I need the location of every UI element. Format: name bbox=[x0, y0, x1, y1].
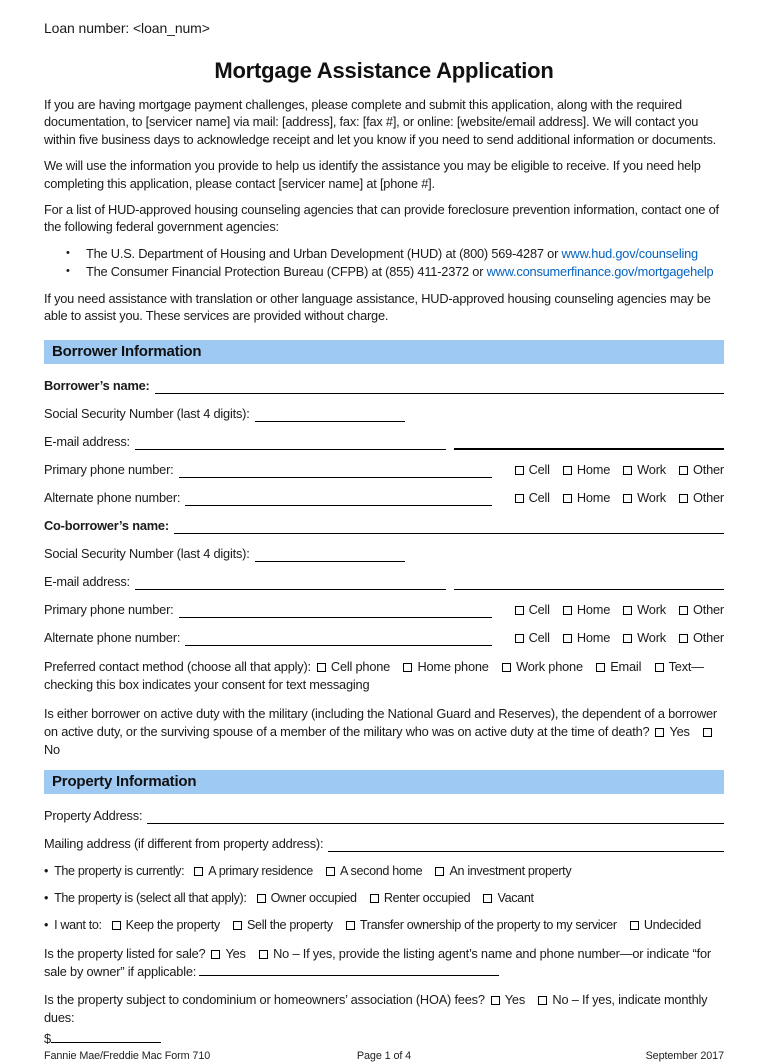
checkbox-option bbox=[655, 724, 689, 739]
checkbox-label: No bbox=[44, 741, 60, 757]
checkbox-label: Transfer ownership of the property to my servicer bbox=[359, 917, 617, 932]
checkbox-option bbox=[435, 864, 571, 878]
checkbox-icon[interactable] bbox=[233, 921, 242, 930]
ssn-label: Social Security Number (last 4 digits): bbox=[44, 406, 250, 422]
checkbox-option bbox=[563, 490, 610, 506]
section-header-borrower-information: Borrower Information bbox=[44, 340, 724, 364]
checkbox-icon[interactable] bbox=[655, 663, 664, 672]
checkbox-icon[interactable] bbox=[257, 894, 266, 903]
checkbox-icon[interactable] bbox=[502, 663, 511, 672]
checkbox-label: Cell bbox=[528, 602, 550, 618]
property-address-row bbox=[44, 808, 724, 824]
checkbox-option bbox=[346, 918, 617, 932]
checkbox-label: Home phone bbox=[417, 659, 489, 675]
preferred-contact-method-question bbox=[44, 658, 724, 694]
alternate-phone-label: Alternate phone number: bbox=[44, 490, 181, 506]
checkbox-option bbox=[679, 630, 724, 646]
listed-for-sale-question bbox=[44, 945, 724, 981]
mailing-address-row bbox=[44, 836, 724, 852]
cfpb-mortgagehelp-link[interactable]: www.consumerfinance.gov/mortgagehelp bbox=[486, 263, 714, 279]
checkbox-label: Home bbox=[576, 602, 611, 618]
page-title: Mortgage Assistance Application bbox=[214, 58, 554, 83]
checkbox-icon[interactable] bbox=[563, 634, 572, 643]
checkbox-label: Work phone bbox=[516, 659, 583, 675]
coborrower-primary-phone-row bbox=[44, 602, 724, 618]
coborrower-primary-phone-input-line[interactable] bbox=[179, 605, 492, 618]
coborrower-name-row bbox=[44, 518, 724, 534]
page-footer bbox=[44, 1050, 724, 1062]
checkbox-icon[interactable] bbox=[538, 996, 547, 1005]
checkbox-option bbox=[679, 490, 724, 506]
active-duty-question bbox=[44, 705, 724, 759]
checkbox-label: Email bbox=[610, 659, 642, 675]
borrower-name-input-line[interactable] bbox=[155, 381, 724, 394]
borrower-primary-phone-row bbox=[44, 462, 724, 478]
primary-phone-label: Primary phone number: bbox=[44, 602, 174, 618]
currency-symbol: $ bbox=[44, 1031, 51, 1047]
borrower-name-row bbox=[44, 378, 724, 394]
list-item bbox=[66, 245, 724, 263]
checkbox-option bbox=[491, 992, 525, 1007]
checkbox-icon[interactable] bbox=[317, 663, 326, 672]
borrower-ssn-row bbox=[44, 406, 724, 422]
checkbox-icon[interactable] bbox=[630, 921, 639, 930]
agency-text: The U.S. Department of Housing and Urban Development (HUD) at (800) 569-4287 or bbox=[86, 245, 562, 261]
checkbox-option bbox=[194, 864, 313, 878]
checkbox-icon[interactable] bbox=[703, 728, 712, 737]
checkbox-option bbox=[326, 864, 422, 878]
primary-phone-label: Primary phone number: bbox=[44, 462, 174, 478]
i-want-to-row bbox=[44, 918, 724, 932]
agency-text: The Consumer Financial Protection Bureau (CFPB) at (855) 411-2372 or bbox=[86, 263, 487, 279]
checkbox-icon[interactable] bbox=[679, 494, 688, 503]
checkbox-icon[interactable] bbox=[194, 867, 203, 876]
footer-date: September 2017 bbox=[645, 1050, 724, 1062]
checkbox-label: Work bbox=[637, 602, 666, 618]
checkbox-label: Work bbox=[637, 462, 666, 478]
checkbox-icon[interactable] bbox=[346, 921, 355, 930]
checkbox-label: Sell the property bbox=[247, 917, 333, 932]
checkbox-label: No bbox=[552, 992, 569, 1008]
borrower-alternate-phone-row bbox=[44, 490, 724, 506]
checkbox-option bbox=[596, 659, 641, 674]
checkbox-option bbox=[515, 630, 550, 646]
active-duty-question-text: Is either borrower on active duty with the military (including the National Guard and Reserves), the dependent of a borrower on active duty, or the surviving spouse of a member of the military who was on active duty at the time of death? bbox=[44, 705, 717, 739]
borrower-name-label: Borrower’s name: bbox=[44, 378, 150, 394]
checkbox-icon[interactable] bbox=[655, 728, 664, 737]
bullet-icon: • bbox=[44, 890, 49, 905]
coborrower-name-input-line[interactable] bbox=[174, 521, 724, 534]
checkbox-label: Other bbox=[692, 602, 724, 618]
borrower-primary-phone-input-line[interactable] bbox=[179, 465, 492, 478]
property-occupancy-label: The property is (select all that apply): bbox=[54, 890, 247, 905]
checkbox-icon[interactable] bbox=[112, 921, 121, 930]
preferred-contact-label: Preferred contact method (choose all that apply): bbox=[44, 659, 311, 675]
checkbox-icon[interactable] bbox=[483, 894, 492, 903]
checkbox-icon[interactable] bbox=[679, 466, 688, 475]
checkbox-option bbox=[515, 490, 550, 506]
borrower-email-input-line-2[interactable] bbox=[454, 437, 724, 450]
checkbox-option bbox=[563, 630, 610, 646]
checkbox-icon[interactable] bbox=[211, 950, 220, 959]
coborrower-email-input-line-2[interactable] bbox=[454, 577, 724, 590]
phone-type-checkbox-group bbox=[502, 630, 724, 646]
hoa-question bbox=[44, 991, 724, 1027]
checkbox-label: Yes bbox=[225, 945, 246, 961]
checkbox-option bbox=[563, 462, 610, 478]
checkbox-icon[interactable] bbox=[563, 494, 572, 503]
checkbox-icon[interactable] bbox=[623, 494, 632, 503]
checkbox-icon[interactable] bbox=[679, 634, 688, 643]
agency-list bbox=[66, 245, 724, 281]
checkbox-icon[interactable] bbox=[515, 634, 524, 643]
coborrower-email-input-line[interactable] bbox=[135, 577, 446, 590]
checkbox-icon[interactable] bbox=[679, 606, 688, 615]
checkbox-label: Renter occupied bbox=[383, 890, 471, 905]
hoa-question-text: Is the property subject to condominium or homeowners’ association (HOA) fees? bbox=[44, 992, 485, 1008]
checkbox-icon[interactable] bbox=[370, 894, 379, 903]
property-currently-label: The property is currently: bbox=[54, 863, 185, 878]
property-address-input-line[interactable] bbox=[147, 811, 724, 824]
mailing-address-label: Mailing address (if different from property address): bbox=[44, 835, 324, 851]
bullet-icon: • bbox=[66, 246, 70, 259]
checkbox-label: Other bbox=[692, 462, 724, 478]
checkbox-icon[interactable] bbox=[435, 867, 444, 876]
checkbox-icon[interactable] bbox=[563, 466, 572, 475]
checkbox-label: Other bbox=[692, 490, 724, 506]
listed-question-text: Is the property listed for sale? bbox=[44, 945, 206, 961]
checkbox-option bbox=[483, 891, 533, 905]
checkbox-option bbox=[623, 462, 666, 478]
checkbox-label: An investment property bbox=[449, 863, 572, 878]
email-label: E-mail address: bbox=[44, 574, 130, 590]
property-occupancy-row bbox=[44, 891, 724, 905]
checkbox-label: Yes bbox=[669, 723, 690, 739]
checkbox-option bbox=[370, 891, 470, 905]
borrower-email-row bbox=[44, 434, 724, 450]
phone-type-checkbox-group bbox=[502, 490, 724, 506]
checkbox-icon[interactable] bbox=[403, 663, 412, 672]
checkbox-option bbox=[679, 462, 724, 478]
borrower-email-input-line[interactable] bbox=[135, 437, 446, 450]
checkbox-option bbox=[623, 602, 666, 618]
alternate-phone-label: Alternate phone number: bbox=[44, 630, 181, 646]
intro-paragraph-1: If you are having mortgage payment challenges, please complete and submit this application, along with the required documentation, to [servicer name] via mail: [address], fax: [fax #], or online: [website/email address]. We will contact you within five business days to acknowledge receipt and let you know if you need to send additional information or documents. bbox=[44, 97, 717, 147]
checkbox-option bbox=[259, 946, 289, 961]
i-want-to-label: I want to: bbox=[54, 917, 102, 932]
listed-suffix-text: – If yes, provide the listing agent’s name and phone number—or indicate “for sale by owner” if applicable: bbox=[44, 945, 711, 979]
checkbox-option bbox=[112, 918, 220, 932]
section-header-property-information: Property Information bbox=[44, 770, 724, 794]
coborrower-ssn-input-line[interactable] bbox=[255, 549, 405, 562]
checkbox-label: Work bbox=[637, 630, 666, 646]
checkbox-label: Home bbox=[576, 462, 611, 478]
checkbox-option bbox=[233, 918, 333, 932]
hoa-dues-input-line[interactable] bbox=[51, 1031, 161, 1043]
borrower-ssn-input-line[interactable] bbox=[255, 409, 405, 422]
i-want-to-checkbox-group bbox=[112, 918, 701, 932]
intro-paragraph-3: For a list of HUD-approved housing counseling agencies that can provide foreclosure prevention information, contact one of the following federal government agencies: bbox=[44, 201, 719, 235]
checkbox-label: Home bbox=[576, 490, 611, 506]
checkbox-label: Owner occupied bbox=[270, 890, 357, 905]
checkbox-option bbox=[515, 602, 550, 618]
checkbox-icon[interactable] bbox=[259, 950, 268, 959]
checkbox-option bbox=[403, 659, 488, 674]
checkbox-label: Undecided bbox=[643, 917, 701, 932]
checkbox-icon[interactable] bbox=[623, 634, 632, 643]
intro-paragraph-4: If you need assistance with translation or other language assistance, HUD-approved housing counseling agencies may be able to assist you. These services are provided without charge. bbox=[44, 290, 711, 323]
checkbox-option bbox=[211, 946, 245, 961]
checkbox-label: Cell bbox=[528, 630, 550, 646]
coborrower-ssn-row bbox=[44, 546, 724, 562]
footer-form-name: Fannie Mae/Freddie Mac Form 710 bbox=[44, 1050, 211, 1062]
checkbox-label: Vacant bbox=[497, 890, 534, 905]
checkbox-label: Other bbox=[692, 630, 724, 646]
checkbox-option bbox=[317, 659, 390, 674]
checkbox-option bbox=[679, 602, 724, 618]
hoa-suffix-text: – If yes, indicate monthly dues: bbox=[44, 992, 708, 1026]
checkbox-label: No bbox=[273, 945, 290, 961]
list-item bbox=[66, 263, 724, 281]
coborrower-name-label: Co-borrower’s name: bbox=[44, 518, 169, 534]
property-occupancy-checkbox-group bbox=[257, 891, 534, 905]
checkbox-label: Cell bbox=[528, 462, 550, 478]
checkbox-option bbox=[515, 462, 550, 478]
ssn-label: Social Security Number (last 4 digits): bbox=[44, 546, 250, 562]
property-currently-checkbox-group bbox=[194, 864, 571, 878]
property-currently-row bbox=[44, 864, 724, 878]
borrower-alternate-phone-input-line[interactable] bbox=[185, 493, 491, 506]
checkbox-option bbox=[623, 490, 666, 506]
coborrower-alternate-phone-input-line[interactable] bbox=[185, 633, 491, 646]
checkbox-icon[interactable] bbox=[491, 996, 500, 1005]
bullet-icon: • bbox=[44, 863, 49, 878]
checkbox-label: Text—checking this box indicates your consent for text messaging bbox=[44, 659, 704, 693]
checkbox-option bbox=[563, 602, 610, 618]
checkbox-label: Yes bbox=[504, 992, 526, 1008]
checkbox-option bbox=[630, 918, 701, 932]
email-label: E-mail address: bbox=[44, 434, 130, 450]
intro-paragraph-2: We will use the information you provide to help us identify the assistance you may be eligible to receive. If you need help completing this application, please contact [servicer name] at [phone #]. bbox=[44, 158, 701, 191]
checkbox-label: Keep the property bbox=[125, 917, 220, 932]
checkbox-option bbox=[623, 630, 666, 646]
checkbox-icon[interactable] bbox=[515, 494, 524, 503]
coborrower-email-row bbox=[44, 574, 724, 590]
checkbox-option bbox=[257, 891, 357, 905]
checkbox-icon[interactable] bbox=[515, 606, 524, 615]
checkbox-option bbox=[502, 659, 583, 674]
phone-type-checkbox-group bbox=[502, 602, 724, 618]
checkbox-icon[interactable] bbox=[623, 466, 632, 475]
checkbox-label: Cell bbox=[528, 490, 550, 506]
checkbox-label: A primary residence bbox=[208, 863, 313, 878]
listed-yes-no-group bbox=[211, 946, 292, 961]
checkbox-icon[interactable] bbox=[563, 606, 572, 615]
hud-counseling-link[interactable]: www.hud.gov/counseling bbox=[561, 245, 698, 261]
coborrower-alternate-phone-row bbox=[44, 630, 724, 646]
property-address-label: Property Address: bbox=[44, 807, 143, 823]
checkbox-icon[interactable] bbox=[623, 606, 632, 615]
bullet-icon: • bbox=[66, 264, 70, 277]
bullet-icon: • bbox=[44, 917, 49, 932]
hoa-dues-line bbox=[44, 1031, 724, 1046]
checkbox-icon[interactable] bbox=[326, 867, 335, 876]
phone-type-checkbox-group bbox=[502, 462, 724, 478]
hoa-yes-no-group bbox=[491, 992, 572, 1007]
checkbox-option bbox=[538, 992, 568, 1007]
checkbox-label: Home bbox=[576, 630, 611, 646]
checkbox-icon[interactable] bbox=[515, 466, 524, 475]
checkbox-label: A second home bbox=[340, 863, 423, 878]
loan-number-label: Loan number: <loan_num> bbox=[44, 20, 210, 36]
checkbox-label: Cell phone bbox=[330, 659, 391, 675]
checkbox-icon[interactable] bbox=[596, 663, 605, 672]
listing-agent-input-line[interactable] bbox=[199, 964, 499, 976]
checkbox-label: Work bbox=[637, 490, 666, 506]
footer-page-number: Page 1 of 4 bbox=[356, 1050, 412, 1062]
mailing-address-input-line[interactable] bbox=[328, 839, 724, 852]
